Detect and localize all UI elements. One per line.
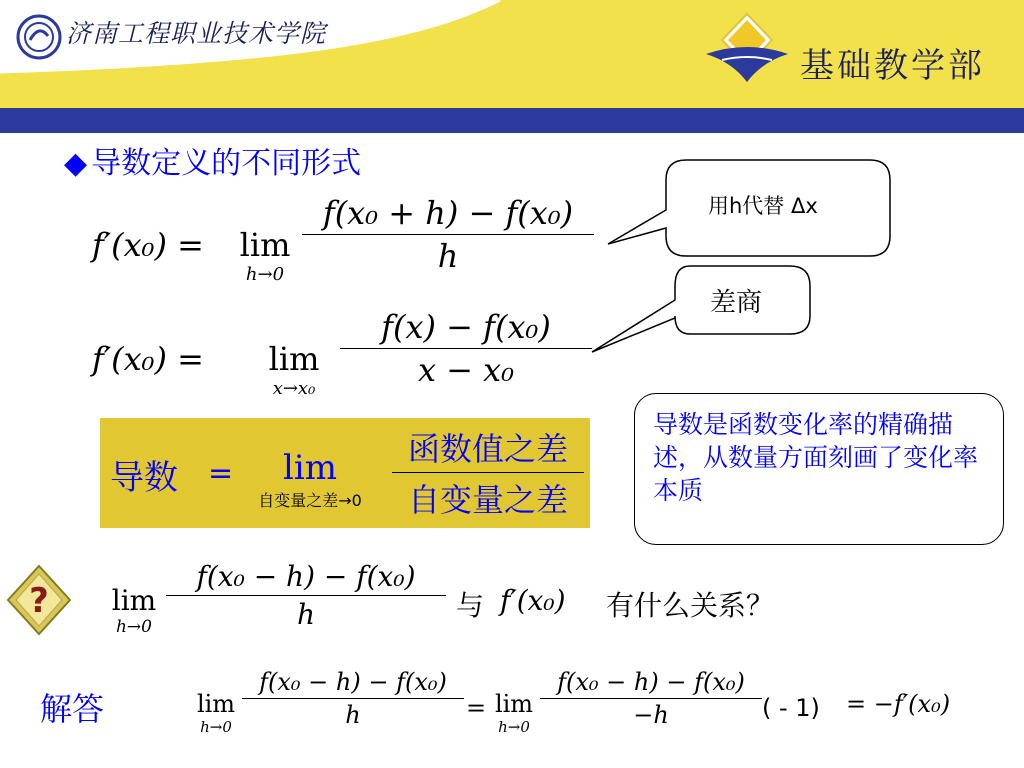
formula2-lhs: f′(x₀) = xyxy=(92,340,204,378)
formula2-lim-under: x→x₀ xyxy=(272,378,316,399)
question-tail: 有什么关系？ xyxy=(606,589,775,622)
question-numerator: f(x₀ − h) − f(x₀) xyxy=(196,560,416,593)
answer-result: = −f′(x₀) xyxy=(846,690,951,718)
derivative-definition-box xyxy=(100,418,590,528)
question-fraction xyxy=(166,560,446,631)
formula1-lhs: f′(x₀) = xyxy=(92,226,204,264)
definition-numerator: 函数值之差 xyxy=(407,430,568,468)
formula1-denominator: h xyxy=(437,237,459,275)
definition-fraction xyxy=(392,424,584,521)
question-lim: lim xyxy=(111,584,157,617)
question-limit xyxy=(104,584,164,637)
answer-denominator-2: −h xyxy=(633,701,669,729)
fraction-bar xyxy=(540,698,762,699)
formula1-limit xyxy=(230,226,300,285)
answer-lim2: lim xyxy=(494,690,534,718)
question-target: f′(x₀) xyxy=(500,584,566,617)
definition-denominator: 自变量之差 xyxy=(407,481,568,519)
formula2-numerator: f(x) − f(x₀) xyxy=(381,308,551,346)
fraction-bar xyxy=(242,698,464,699)
school-name: 济南工程职业技术学院 xyxy=(66,19,327,48)
formula2-fraction xyxy=(340,308,592,389)
formula2-limit xyxy=(254,340,334,399)
formula1-numerator: f(x₀ + h) − f(x₀) xyxy=(322,194,574,232)
note-text: 导数是函数变化率的精确描述，从数量方面刻画了变化率本质 xyxy=(653,410,979,505)
question-connector: 与 xyxy=(456,589,485,622)
fraction-bar xyxy=(340,348,592,349)
answer-fraction-1 xyxy=(242,668,464,729)
answer-limit-2 xyxy=(488,690,540,736)
formula1-lim-under: h→0 xyxy=(245,264,285,285)
question-denominator: h xyxy=(296,598,316,631)
fraction-bar xyxy=(392,472,584,473)
answer-numerator-1: f(x₀ − h) − f(x₀) xyxy=(259,668,447,696)
fraction-bar xyxy=(302,234,594,235)
section-title-text: 导数定义的不同形式 xyxy=(91,146,362,181)
definition-equals: = xyxy=(208,456,234,491)
answer-lim2-under: h→0 xyxy=(498,718,530,736)
diamond-bullet-icon: ◆ xyxy=(64,146,88,181)
svg-text:?: ? xyxy=(29,581,49,621)
answer-factor: ( - 1) xyxy=(762,694,820,722)
fraction-bar xyxy=(166,595,446,596)
formula2-lim: lim xyxy=(268,340,320,378)
definition-lim-under: 自变量之差→0 xyxy=(258,491,362,510)
definition-label: 导数 xyxy=(110,458,178,498)
definition-limit xyxy=(230,448,390,511)
answer-numerator-2: f(x₀ − h) − f(x₀) xyxy=(557,668,745,696)
answer-limit-1 xyxy=(190,690,242,736)
department-name: 基础教学部 xyxy=(800,46,985,86)
definition-lim: lim xyxy=(283,448,337,488)
answer-equals-1: = xyxy=(466,694,487,722)
answer-denominator-1: h xyxy=(345,701,361,729)
formula2-denominator: x − x₀ xyxy=(417,351,515,389)
formula1-fraction xyxy=(302,194,594,275)
question-mark-diamond-icon xyxy=(4,562,74,638)
callout-difference-quotient-text: 差商 xyxy=(710,288,763,318)
answer-label: 解答 xyxy=(40,690,105,728)
answer-fraction-2 xyxy=(540,668,762,729)
callout-replace-text: 用h代替 Δx xyxy=(708,194,818,218)
answer-lim1-under: h→0 xyxy=(200,718,232,736)
answer-lim1: lim xyxy=(196,690,236,718)
formula1-lim: lim xyxy=(239,226,291,264)
note-box xyxy=(634,393,1004,545)
question-lim-under: h→0 xyxy=(115,617,152,637)
